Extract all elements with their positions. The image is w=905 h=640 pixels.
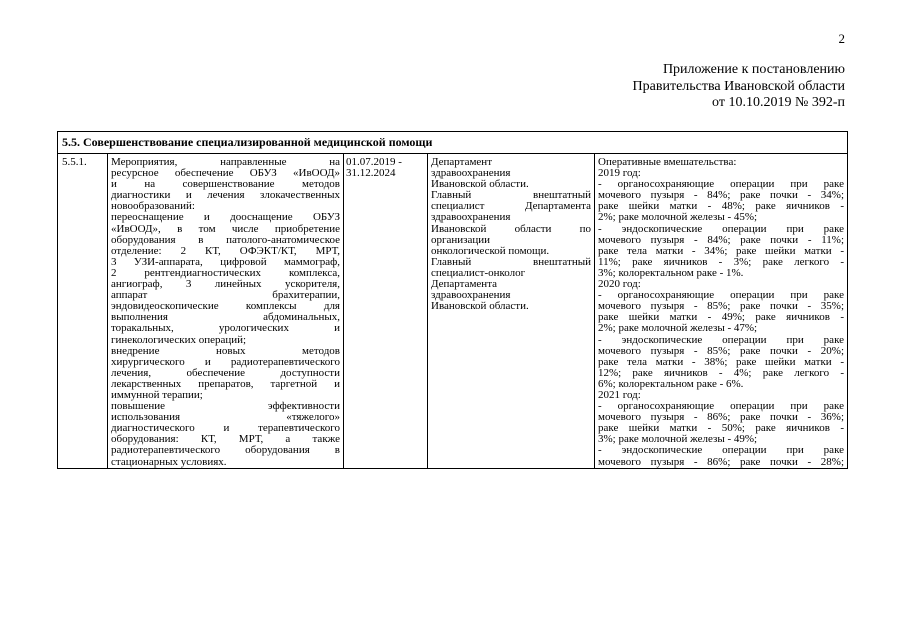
table-row xyxy=(58,154,848,469)
result-line: Оперативные вмешательства: xyxy=(598,157,737,168)
result-line: 2020 год: xyxy=(598,279,641,291)
activity-line: Мероприятия, направленные на xyxy=(111,157,340,168)
activity-line: и на совершенствование методов xyxy=(111,179,340,191)
activity-line: аппарат брахитерапии, xyxy=(111,290,340,302)
activity-line: использования «тяжелого» xyxy=(111,412,340,424)
responsible-line: здравоохранения xyxy=(431,168,511,180)
result-line: - эндоскопические операции при раке xyxy=(598,445,845,457)
responsible-line: онкологической помощи. xyxy=(431,245,550,257)
result-line: раке шейки матки - 50%; раке яичников - xyxy=(598,423,845,435)
result-line: мочевого пузыря - 85%; раке почки - 20%; xyxy=(598,345,845,357)
activity-line: оборудования в патолого-анатомическое xyxy=(111,234,340,246)
activity-cell xyxy=(108,154,344,469)
activity-line: новообразований: xyxy=(111,201,195,213)
period-line: 31.12.2024 xyxy=(346,168,396,180)
result-line: - эндоскопические операции при раке xyxy=(598,223,845,235)
responsible-line: Ивановской области. xyxy=(431,301,529,313)
responsible-line: Ивановской области. xyxy=(431,179,529,191)
result-line: мочевого пузыря - 86%; раке почки - 28%; xyxy=(598,456,845,468)
responsible-line: здравоохранения xyxy=(431,290,511,302)
section-header-row xyxy=(58,132,848,154)
responsible-line: Департамента xyxy=(431,279,498,291)
result-line: 2%; раке молочной железы - 45%; xyxy=(598,212,758,224)
responsible-line: Ивановской области по xyxy=(431,223,591,235)
result-line: раке шейки матки - 49%; раке яичников - xyxy=(598,312,845,324)
responsible-line: Департамент xyxy=(431,157,493,168)
row-number: 5.5.1. xyxy=(58,154,108,469)
result-line: 6%; колоректальном раке - 6%. xyxy=(598,378,744,390)
activity-line: повышение эффективности xyxy=(111,401,340,413)
activity-line: диагностики и лечения злокачественных xyxy=(111,190,340,202)
activity-line: радиотерапевтического оборудования в xyxy=(111,445,340,457)
result-line: мочевого пузыря - 85%; раке почки - 35%; xyxy=(598,301,845,313)
result-line: 3%; раке молочной железы - 49%; xyxy=(598,434,758,446)
result-line: 2019 год: xyxy=(598,168,641,180)
result-line: раке тела матки - 38%; раке шейки матки - xyxy=(598,356,845,368)
responsible-line: Главный внештатный xyxy=(431,256,591,268)
appendix-line-2: Правительства Ивановской области xyxy=(632,78,845,94)
result-line: мочевого пузыря - 86%; раке почки - 36%; xyxy=(598,412,845,424)
activity-line: отделение: 2 КТ, ОФЭКТ/КТ, МРТ, xyxy=(111,245,340,257)
activity-line: гинекологических операций; xyxy=(111,334,247,346)
activity-line: «ИвООД», в том числе приобретение xyxy=(111,223,340,235)
activity-line: ангиограф, 3 линейных ускорителя, xyxy=(111,279,340,291)
result-cell xyxy=(595,154,848,469)
responsible-line: организации xyxy=(431,234,491,246)
appendix-line-3: от 10.10.2019 № 392-п xyxy=(712,95,845,110)
activity-line: торакальных, урологических и xyxy=(111,323,340,335)
responsible-line: здравоохранения xyxy=(431,212,511,224)
activity-line: иммунной терапии; xyxy=(111,389,203,401)
result-line: - органосохраняющие операции при раке xyxy=(598,401,845,413)
activity-line: 3 УЗИ-аппарата, цифровой маммограф, xyxy=(111,256,340,268)
activity-line: лечения, обеспечение доступности xyxy=(111,367,340,379)
result-line: раке тела матки - 34%; раке шейки матки - xyxy=(598,245,845,257)
result-line: 12%; раке яичников - 4%; раке легкого - xyxy=(598,367,845,379)
responsible-line: специалист Департамента xyxy=(431,201,591,213)
result-line: 11%; раке яичников - 3%; раке легкого - xyxy=(598,256,845,268)
result-line: - органосохраняющие операции при раке xyxy=(598,179,845,191)
activity-line: эндовидеоскопические комплексы для xyxy=(111,301,340,313)
result-line: 2%; раке молочной железы - 47%; xyxy=(598,323,758,335)
appendix-header xyxy=(520,62,845,112)
activity-line: лекарственных препаратов, таргетной и xyxy=(111,378,340,390)
responsible-line: специалист-онколог xyxy=(431,267,526,279)
result-line: мочевого пузыря - 84%; раке почки - 11%; xyxy=(598,234,845,246)
activity-line: оборудования: КТ, МРТ, а также xyxy=(111,434,340,446)
activity-line: переоснащение и дооснащение ОБУЗ xyxy=(111,212,340,224)
result-line: 2021 год: xyxy=(598,389,641,401)
activity-line: внедрение новых методов xyxy=(111,345,340,357)
activity-line: 2 рентгендиагностических комплекса, xyxy=(111,267,340,279)
responsible-line: Главный внештатный xyxy=(431,190,591,202)
activity-line: выполнения абдоминальных, xyxy=(111,312,340,324)
activity-line: диагностического и терапевтического xyxy=(111,423,340,435)
result-line: раке шейки матки - 48%; раке яичников - xyxy=(598,201,845,213)
responsible-cell xyxy=(428,154,595,469)
period-cell xyxy=(344,154,428,469)
appendix-line-1: Приложение к постановлению xyxy=(662,62,845,77)
result-line: - органосохраняющие операции при раке xyxy=(598,290,845,302)
result-line: мочевого пузыря - 84%; раке почки - 34%; xyxy=(598,190,845,202)
activity-line: ресурсное обеспечение ОБУЗ «ИвООД» xyxy=(111,168,340,180)
activity-line: хирургического и радиотерапевтического xyxy=(111,356,340,368)
result-line: - эндоскопические операции при раке xyxy=(598,334,845,346)
result-line: 3%; колоректальном раке - 1%. xyxy=(598,267,744,279)
activity-line: стационарных условиях. xyxy=(111,456,227,468)
program-table xyxy=(57,131,848,469)
period-line: 01.07.2019 - xyxy=(346,157,402,168)
section-title: 5.5. Совершенствование специализированной медицинской помощи xyxy=(58,132,848,154)
page-number: 2 xyxy=(838,31,845,46)
